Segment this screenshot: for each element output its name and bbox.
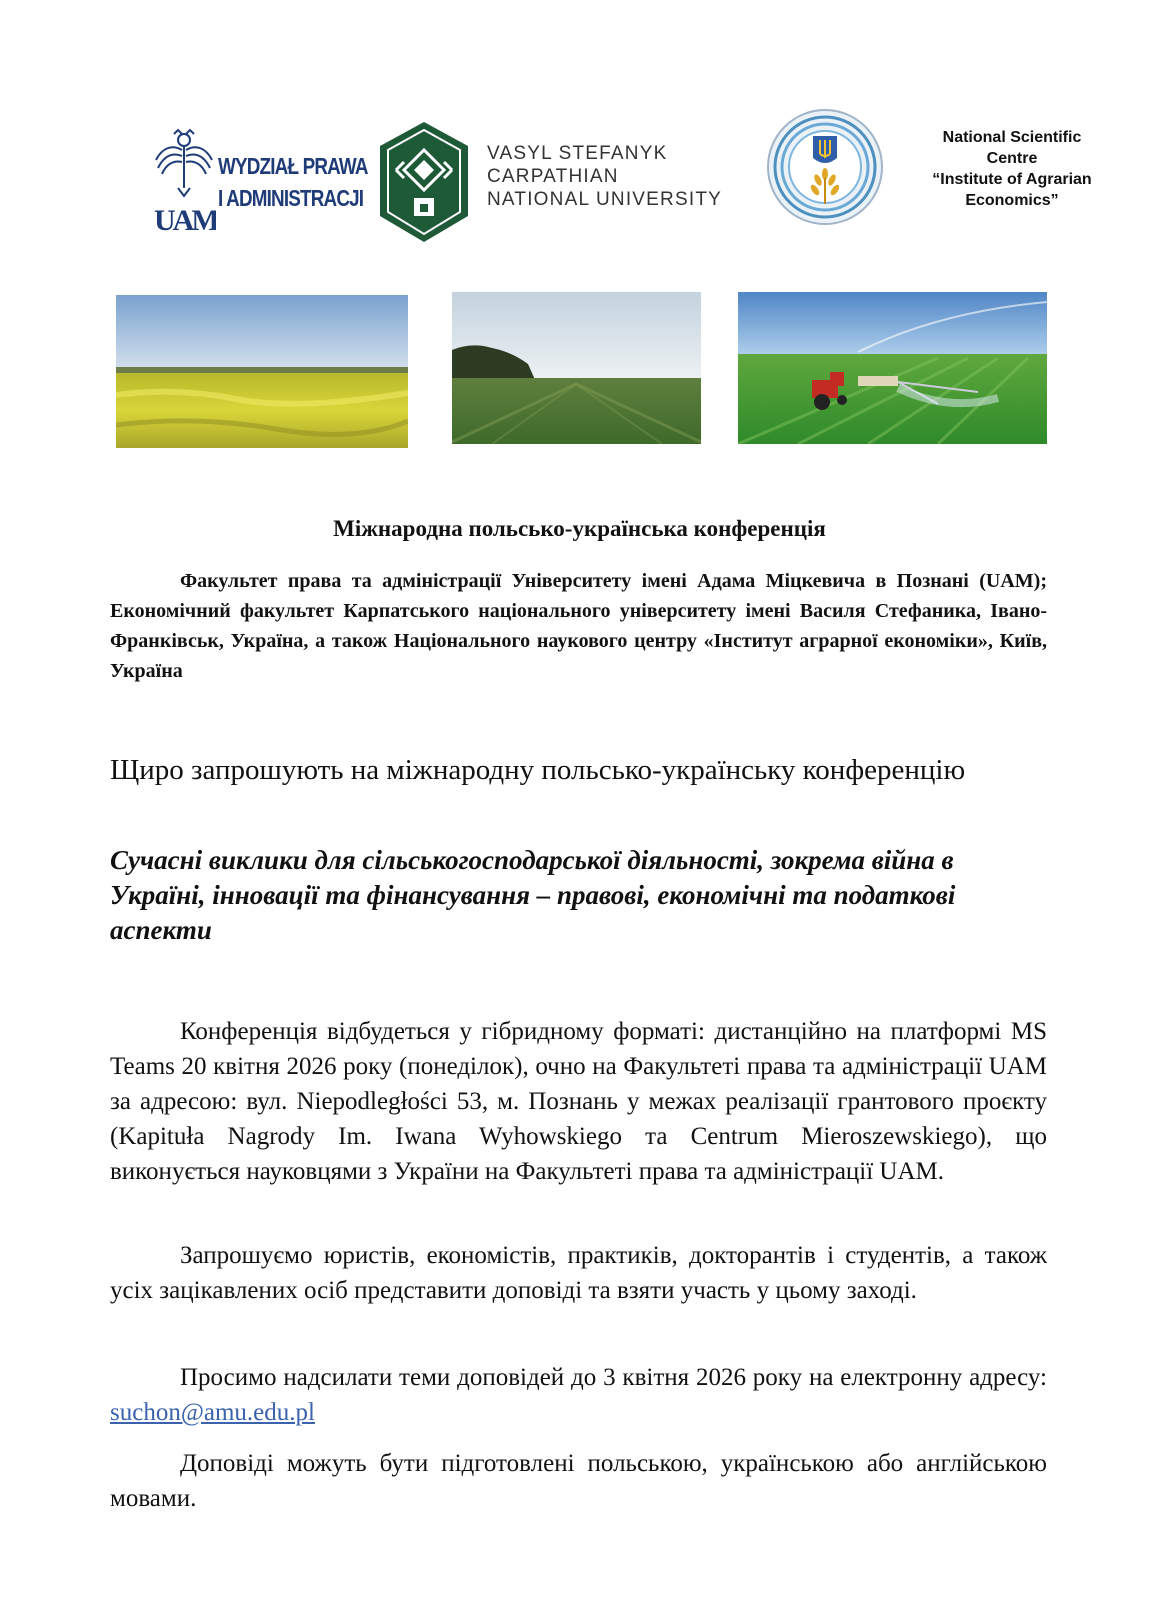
iae-line1: National Scientific [942, 129, 1082, 146]
iae-emblem-icon [766, 108, 884, 226]
iae-logo [766, 108, 884, 226]
tractor-spraying-photo [738, 292, 1047, 444]
cnu-logo-emblem [378, 120, 470, 244]
languages-paragraph: Доповіді можуть бути підготовлені польською, українською або англійською мовами. [110, 1450, 1047, 1512]
uam-mark-text: UAM [154, 204, 216, 236]
invitation-text: Щиро запрошують на міжнародну польсько-українську конференцію [110, 754, 966, 786]
conference-topic: Сучасні виклики для сільськогосподарської діяльності, зокрема війна в Україні, інновації та фінансування – правові, економічні та податкові аспекти [110, 845, 956, 945]
deadline-paragraph [110, 1360, 1047, 1430]
conference-title: Міжнародна польсько-українська конференція [333, 516, 826, 541]
green-field-photo [452, 292, 701, 444]
cnu-emblem-icon [378, 120, 470, 244]
iae-line3: “Institute of Agrarian [932, 171, 1092, 188]
iae-line2: Centre [986, 150, 1038, 167]
iae-institute-name [912, 127, 1112, 211]
cnu-line2: CARPATHIAN [487, 166, 619, 187]
uam-eagle-icon [152, 126, 216, 236]
uam-line2: I ADMINISTRACJI [218, 185, 364, 211]
cnu-line1: VASYL STEFANYK [487, 143, 668, 164]
email-link[interactable]: suchon@amu.edu.pl [110, 1399, 315, 1426]
audience-paragraph: Запрошуємо юристів, економістів, практиків, докторантів і студентів, а також усіх зацікавлених осіб представити доповіді та взяти участь у цьому заході. [110, 1242, 1047, 1304]
format-paragraph: Конференція відбудеться у гібридному форматі: дистанційно на платформі MS Teams 20 квітня 2026 року (понеділок), очно на Факультеті права та адміністрації UAM за адресою: вул. Niepodległości 53, м. Познань у межах реалізації грантового проєкту (Kapituła Nagrody Im. Iwana Wyhowskiego та Centrum Mieroszewskiego), що виконується науковцями з України на Факультеті права та адміністрації UAM. [110, 1018, 1047, 1185]
cnu-university-name [487, 142, 722, 211]
uam-faculty-name [218, 150, 368, 214]
uam-line1: WYDZIAŁ PRAWA [218, 153, 368, 179]
rapeseed-field-photo [116, 295, 408, 448]
deadline-text: Просимо надсилати теми доповідей до 3 квітня 2026 року на електронну адресу: [180, 1364, 1047, 1391]
iae-line4: Economics” [965, 192, 1059, 209]
cnu-line3: NATIONAL UNIVERSITY [487, 189, 723, 210]
organizers-paragraph: Факультет права та адміністрації Університету імені Адама Міцкевича в Познані (UAM); Економічний факультет Карпатського національного університету імені Василя Стефаника, Івано-Франківськ, Україна, а також Національного наукового центру «Інститут аграрної економіки», Київ, Україна [110, 570, 1047, 682]
